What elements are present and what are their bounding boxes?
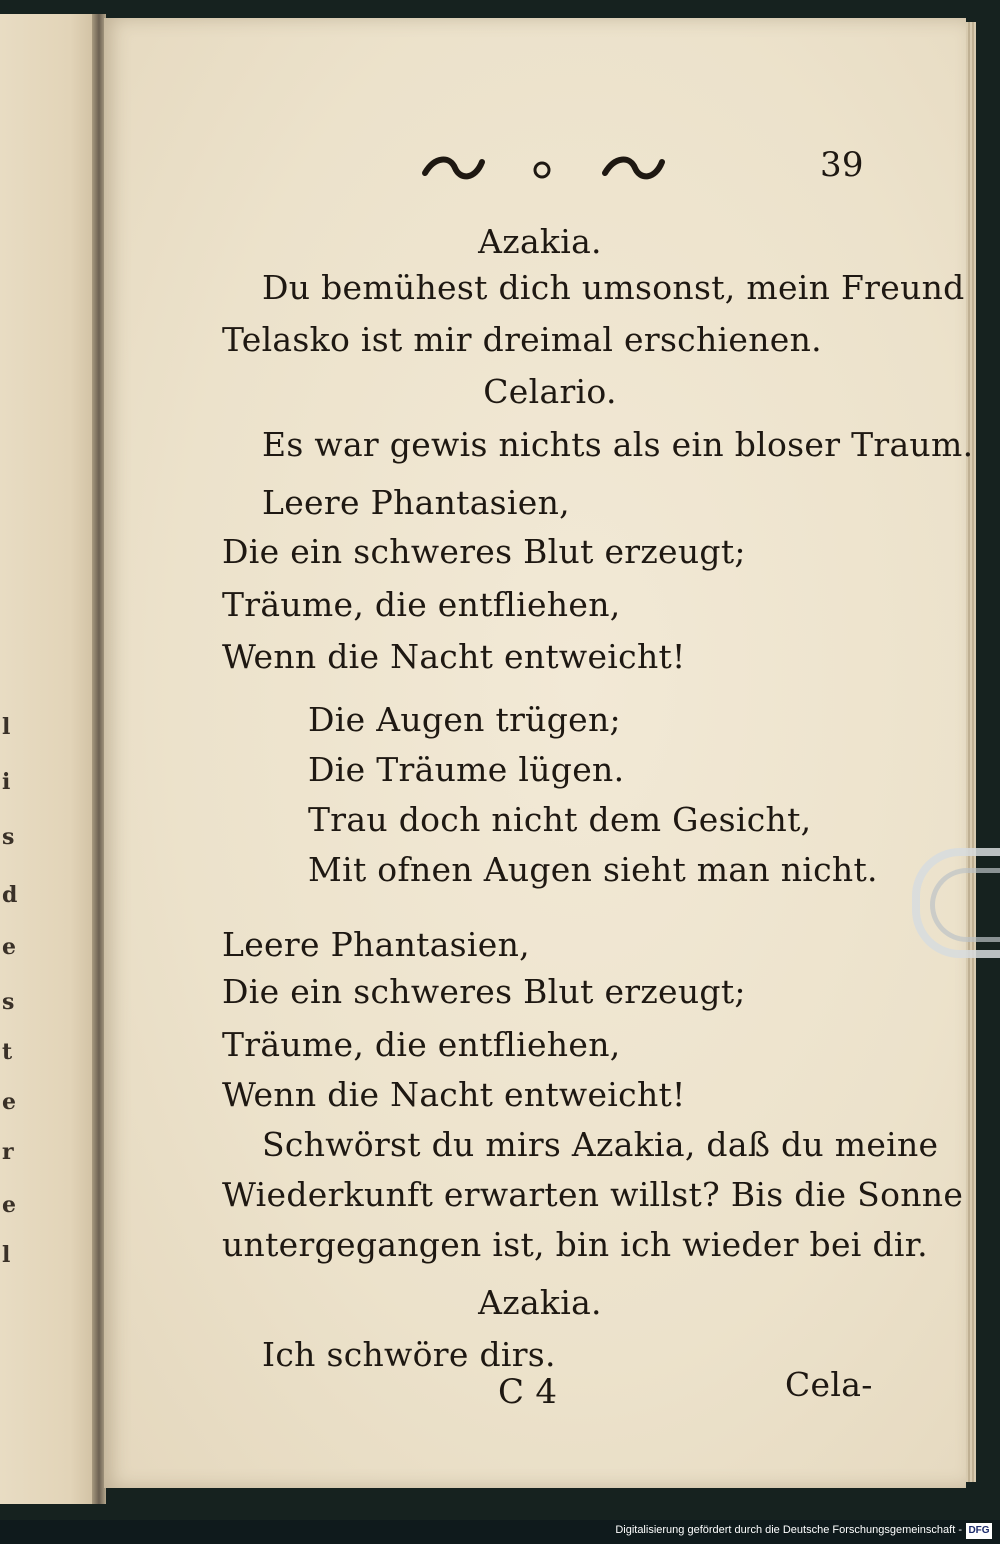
page-clip-inner <box>930 868 1000 942</box>
facing-page-letter: e <box>2 1089 16 1115</box>
verse-line: Leere Phantasien, <box>222 925 530 964</box>
verse-line: Die ein schweres Blut erzeugt; <box>222 532 746 571</box>
speaker-name: Azakia. <box>478 1283 602 1322</box>
speaker-name: Celario. <box>483 372 617 411</box>
funding-credit: Digitalisierung gefördert durch die Deutsche Forschungsgemeinschaft - <box>615 1524 962 1536</box>
facing-page-letter: l <box>2 1242 11 1268</box>
text-line: Wiederkunft erwarten willst? Bis die Sonne <box>222 1175 964 1214</box>
facing-page-letter: s <box>2 824 15 850</box>
verse-line: Die ein schweres Blut erzeugt; <box>222 972 746 1011</box>
verse-line: Die Träume lügen. <box>308 750 625 789</box>
facing-page-letter: e <box>2 934 16 960</box>
verse-line: Die Augen trügen; <box>308 700 621 739</box>
catchword: Cela- <box>785 1365 873 1404</box>
speaker-name: Azakia. <box>478 222 602 261</box>
text-line: untergegangen ist, bin ich wieder bei dir. <box>222 1225 928 1264</box>
facing-page-letter: l <box>2 714 11 740</box>
facing-page-letter: i <box>2 769 11 795</box>
verse-line: Leere Phantasien, <box>262 483 570 522</box>
ornament-divider-icon <box>420 148 670 188</box>
dfg-logo-icon: DFG <box>966 1523 992 1539</box>
signature-mark: C 4 <box>498 1372 558 1412</box>
text-line: Es war gewis nichts als ein bloser Traum. <box>262 425 974 464</box>
facing-page-letter: s <box>2 989 15 1015</box>
text-line: Schwörst du mirs Azakia, daß du meine <box>262 1125 939 1164</box>
text-line: Ich schwöre dirs. <box>262 1335 556 1374</box>
verse-line: Wenn die Nacht entweicht! <box>222 637 686 676</box>
facing-page-letter: r <box>2 1139 14 1165</box>
text-line: Du bemühest dich umsonst, mein Freund <box>262 268 965 307</box>
verse-line: Träume, die entfliehen, <box>222 585 621 624</box>
footer-bar <box>0 1520 1000 1544</box>
text-line: Telasko ist mir dreimal erschienen. <box>222 320 822 359</box>
facing-page-letter: t <box>2 1039 13 1065</box>
facing-page-letter: d <box>2 882 18 908</box>
verse-line: Trau doch nicht dem Gesicht, <box>308 800 812 839</box>
verse-line: Mit ofnen Augen sieht man nicht. <box>308 850 878 889</box>
verse-line: Träume, die entfliehen, <box>222 1025 621 1064</box>
verse-line: Wenn die Nacht entweicht! <box>222 1075 686 1114</box>
page-number: 39 <box>820 145 864 185</box>
facing-page-letter: e <box>2 1192 16 1218</box>
